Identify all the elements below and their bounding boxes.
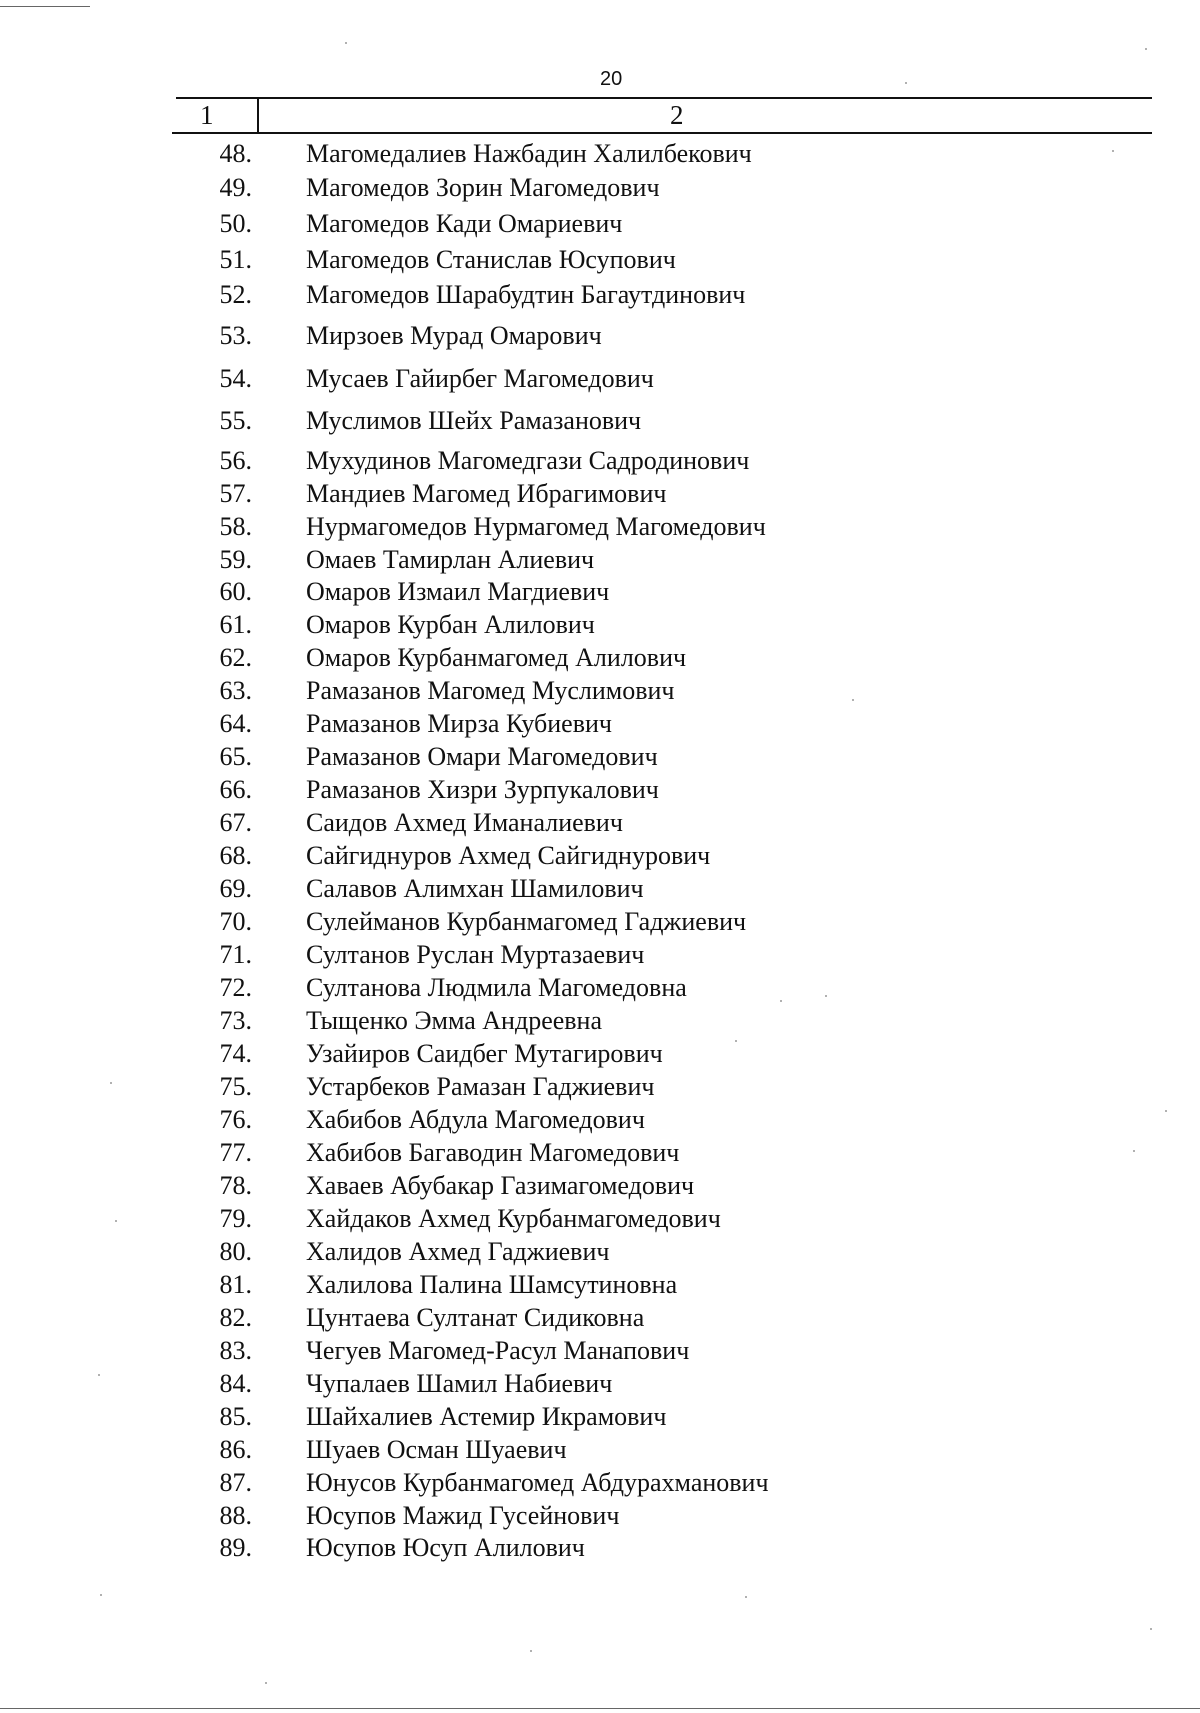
list-item — [0, 807, 1200, 839]
list-item-number: 50. — [219, 209, 252, 238]
list-item-name: Юнусов Курбанмагомед Абдурахманович — [306, 1468, 769, 1497]
list-item-name: Рамазанов Магомед Муслимович — [306, 676, 675, 705]
list-item-name: Омаров Измаил Магдиевич — [306, 577, 610, 606]
page-number: 20 — [600, 68, 623, 90]
list-item-name: Сулейманов Курбанмагомед Гаджиевич — [306, 907, 747, 936]
list-item-number: 82. — [219, 1303, 252, 1332]
list-item-number: 54. — [219, 364, 252, 393]
scan-speckle — [825, 995, 827, 997]
list-item-name: Юсупов Юсуп Алилович — [306, 1533, 585, 1562]
list-item-number: 79. — [219, 1204, 252, 1233]
list-item-number: 72. — [219, 973, 252, 1002]
bottom-edge-rule — [0, 1708, 1200, 1709]
scan-speckle — [115, 1220, 117, 1222]
list-item-name: Саидов Ахмед Иманалиевич — [306, 808, 623, 837]
list-item-number: 48. — [219, 139, 252, 168]
list-item-number: 63. — [219, 676, 252, 705]
scan-speckle — [905, 82, 907, 84]
list-item-number: 74. — [219, 1039, 252, 1068]
list-item-name: Хабибов Багаводин Магомедович — [306, 1138, 680, 1167]
list-item-number: 88. — [219, 1501, 252, 1530]
list-item — [0, 544, 1200, 576]
scan-speckle — [1145, 48, 1147, 50]
list-item-number: 77. — [219, 1138, 252, 1167]
list-item — [0, 708, 1200, 740]
list-item — [0, 1038, 1200, 1070]
scan-speckle — [1133, 1150, 1135, 1152]
scan-speckle — [1112, 150, 1114, 152]
list-item-number: 83. — [219, 1336, 252, 1365]
list-item — [0, 1170, 1200, 1202]
list-item-name: Магомедов Шарабудтин Багаутдинович — [306, 280, 746, 309]
list-item — [0, 1500, 1200, 1532]
list-item-number: 52. — [219, 280, 252, 309]
list-item — [0, 244, 1200, 276]
list-item — [0, 1467, 1200, 1499]
list-item — [0, 1532, 1200, 1564]
list-item — [0, 279, 1200, 311]
list-item — [0, 741, 1200, 773]
list-item-name: Рамазанов Хизри Зурпукалович — [306, 775, 659, 804]
list-item — [0, 445, 1200, 477]
scan-speckle — [1150, 1628, 1152, 1630]
scan-speckle — [780, 1000, 782, 1002]
list-item-name: Омаров Курбанмагомед Алилович — [306, 643, 687, 672]
list-item — [0, 1269, 1200, 1301]
list-item — [0, 320, 1200, 352]
list-item-number: 85. — [219, 1402, 252, 1431]
list-item-name: Магомедов Кади Омариевич — [306, 209, 623, 238]
table-header-col-1: 1 — [200, 100, 214, 130]
list-item-number: 71. — [219, 940, 252, 969]
list-item-number: 53. — [219, 321, 252, 350]
list-item — [0, 1203, 1200, 1235]
list-item-name: Салавов Алимхан Шамилович — [306, 874, 644, 903]
list-item-name: Чегуев Магомед-Расул Манапович — [306, 1336, 690, 1365]
list-item-name: Омаров Курбан Алилович — [306, 610, 595, 639]
list-item-name: Муслимов Шейх Рамазанович — [306, 406, 642, 435]
list-item-number: 56. — [219, 446, 252, 475]
list-item — [0, 478, 1200, 510]
list-item-name: Хаваев Абубакар Газимагомедович — [306, 1171, 695, 1200]
list-item — [0, 405, 1200, 437]
scan-speckle — [1165, 1110, 1167, 1112]
list-item-name: Юсупов Мажид Гусейнович — [306, 1501, 620, 1530]
list-item — [0, 906, 1200, 938]
list-item — [0, 675, 1200, 707]
list-item — [0, 609, 1200, 641]
list-item-name: Чупалаев Шамил Набиевич — [306, 1369, 613, 1398]
table-header-col-2: 2 — [670, 100, 684, 130]
list-item-name: Хайдаков Ахмед Курбанмагомедович — [306, 1204, 721, 1233]
list-item-name: Шуаев Осман Шуаевич — [306, 1435, 567, 1464]
list-item-number: 70. — [219, 907, 252, 936]
list-item-number: 51. — [219, 245, 252, 274]
list-item-name: Узайиров Саидбег Мутагирович — [306, 1039, 663, 1068]
list-item-name: Нурмагомедов Нурмагомед Магомедович — [306, 512, 766, 541]
list-item-number: 66. — [219, 775, 252, 804]
scan-speckle — [345, 42, 347, 44]
list-item-number: 59. — [219, 545, 252, 574]
list-item-number: 75. — [219, 1072, 252, 1101]
list-item-name: Омаев Тамирлан Алиевич — [306, 545, 595, 574]
list-item-number: 62. — [219, 643, 252, 672]
list-item-name: Тыщенко Эмма Андреевна — [306, 1006, 603, 1035]
list-item — [0, 1071, 1200, 1103]
list-item — [0, 138, 1200, 170]
list-item-name: Шайхалиев Астемир Икрамович — [306, 1402, 667, 1431]
list-item-name: Магомедов Станислав Юсупович — [306, 245, 676, 274]
list-item — [0, 939, 1200, 971]
list-item — [0, 511, 1200, 543]
list-item — [0, 774, 1200, 806]
list-item-name: Магомедов Зорин Магомедович — [306, 173, 660, 202]
scan-speckle — [100, 1594, 102, 1596]
list-item-number: 89. — [219, 1533, 252, 1562]
list-item-number: 68. — [219, 841, 252, 870]
list-item-number: 57. — [219, 479, 252, 508]
list-item — [0, 363, 1200, 395]
list-item — [0, 1104, 1200, 1136]
list-item-number: 86. — [219, 1435, 252, 1464]
list-item-name: Халидов Ахмед Гаджиевич — [306, 1237, 610, 1266]
list-item — [0, 576, 1200, 608]
list-item-name: Мухудинов Магомедгази Садродинович — [306, 446, 750, 475]
list-item — [0, 1236, 1200, 1268]
list-item-number: 61. — [219, 610, 252, 639]
list-item-number: 55. — [219, 406, 252, 435]
list-item-number: 58. — [219, 512, 252, 541]
list-item — [0, 642, 1200, 674]
list-item-number: 78. — [219, 1171, 252, 1200]
scan-speckle — [265, 1682, 267, 1684]
list-item — [0, 172, 1200, 204]
list-item-name: Рамазанов Омари Магомедович — [306, 742, 658, 771]
list-item-name: Магомедалиев Нажбадин Халилбекович — [306, 139, 752, 168]
list-item-name: Мандиев Магомед Ибрагимович — [306, 479, 667, 508]
list-item-number: 76. — [219, 1105, 252, 1134]
list-item-number: 64. — [219, 709, 252, 738]
list-item-name: Цунтаева Султанат Сидиковна — [306, 1303, 645, 1332]
list-item-number: 73. — [219, 1006, 252, 1035]
list-item-name: Устарбеков Рамазан Гаджиевич — [306, 1072, 655, 1101]
scan-speckle — [735, 1040, 737, 1042]
list-item — [0, 1302, 1200, 1334]
list-item-name: Мирзоев Мурад Омарович — [306, 321, 602, 350]
scan-speckle — [530, 1650, 532, 1652]
list-item-number: 87. — [219, 1468, 252, 1497]
list-item-name: Мусаев Гайирбег Магомедович — [306, 364, 654, 393]
list-item-number: 65. — [219, 742, 252, 771]
list-item-name: Рамазанов Мирза Кубиевич — [306, 709, 612, 738]
scan-speckle — [98, 1374, 100, 1376]
list-item — [0, 1434, 1200, 1466]
list-item-number: 84. — [219, 1369, 252, 1398]
scan-speckle — [852, 699, 854, 701]
list-item — [0, 840, 1200, 872]
list-item-name: Султанов Руслан Муртазаевич — [306, 940, 645, 969]
list-item — [0, 1368, 1200, 1400]
list-item-name: Халилова Палина Шамсутиновна — [306, 1270, 678, 1299]
list-item-number: 80. — [219, 1237, 252, 1266]
list-item-number: 69. — [219, 874, 252, 903]
list-item — [0, 873, 1200, 905]
list-item-name: Сайгиднуров Ахмед Сайгиднурович — [306, 841, 711, 870]
list-item — [0, 208, 1200, 240]
list-item — [0, 1005, 1200, 1037]
list-item — [0, 1137, 1200, 1169]
list-item-number: 60. — [219, 577, 252, 606]
scan-speckle — [745, 1596, 747, 1598]
list-item — [0, 1335, 1200, 1367]
scan-speckle — [110, 1082, 112, 1084]
list-item — [0, 972, 1200, 1004]
list-item-name: Султанова Людмила Магомедовна — [306, 973, 687, 1002]
list-item — [0, 1401, 1200, 1433]
list-item-number: 67. — [219, 808, 252, 837]
list-item-number: 81. — [219, 1270, 252, 1299]
list-item-name: Хабибов Абдула Магомедович — [306, 1105, 645, 1134]
list-item-number: 49. — [219, 173, 252, 202]
